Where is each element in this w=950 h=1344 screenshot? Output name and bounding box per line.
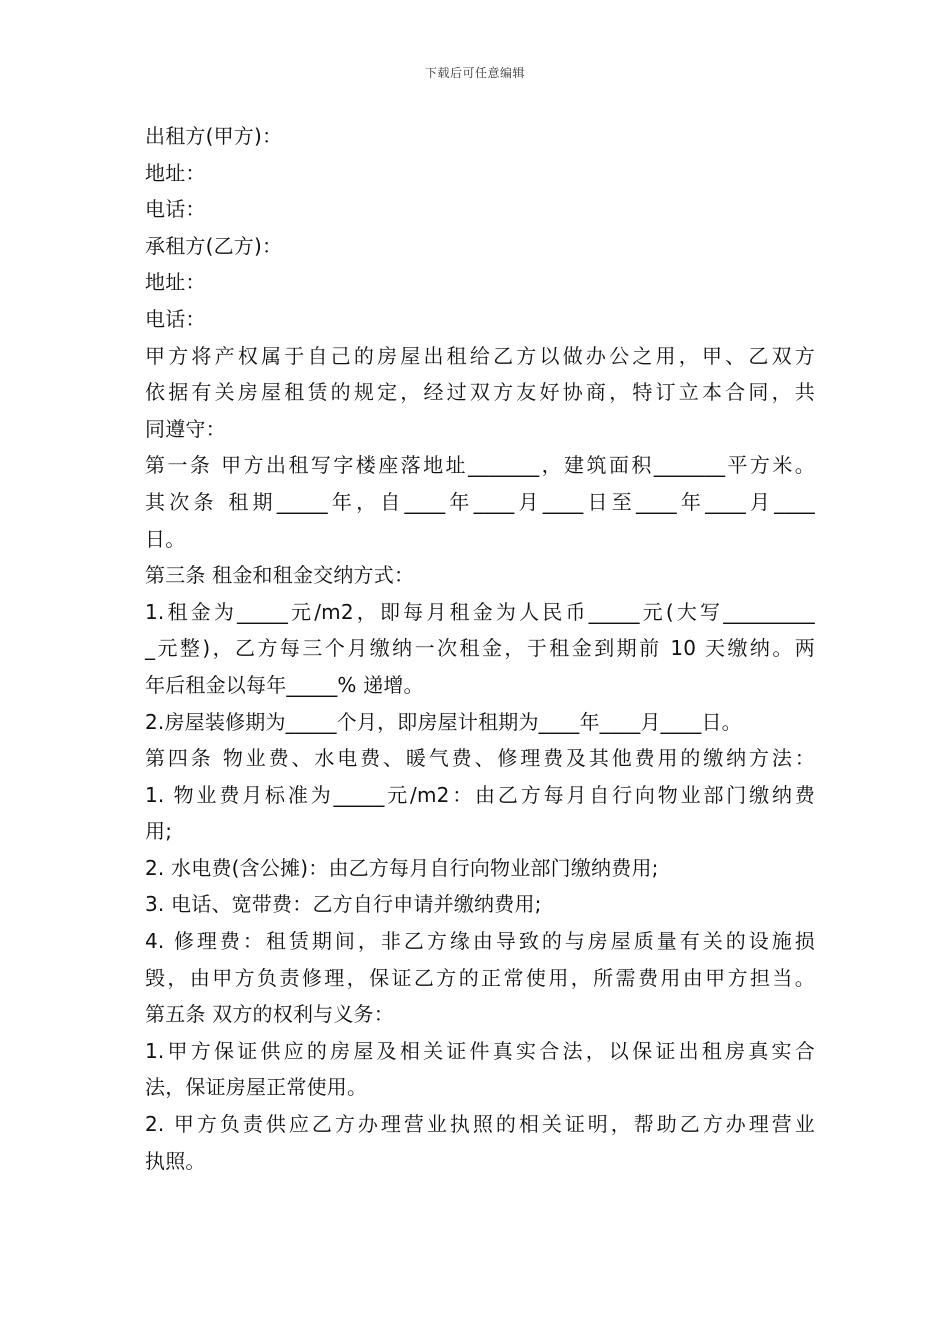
contract-line: _元整)，乙方每三个月缴纳一次租金，于租金到期前 10 天缴纳。两 xyxy=(145,636,815,661)
contract-line: 1. 物业费月标准为_____元/m2：由乙方每月自行向物业部门缴纳费 xyxy=(145,782,815,807)
contract-line: 地址： xyxy=(145,270,206,295)
contract-line: 1.甲方保证供应的房屋及相关证件真实合法，以保证出租房真实合 xyxy=(145,1038,815,1063)
contract-line: 2. 甲方负责供应乙方办理营业执照的相关证明，帮助乙方办理营业 xyxy=(145,1112,815,1137)
contract-line: 日。 xyxy=(145,526,186,551)
contract-line: 4. 修理费：租赁期间，非乙方缘由导致的与房屋质量有关的设施损 xyxy=(145,929,815,954)
contract-line: 执照。 xyxy=(145,1148,206,1173)
contract-line: 第四条 物业费、水电费、暖气费、修理费及其他费用的缴纳方法： xyxy=(145,746,815,771)
contract-line: 3. 电话、宽带费：乙方自行申请并缴纳费用; xyxy=(145,892,542,917)
contract-body xyxy=(145,118,815,1179)
contract-line: 甲方将产权属于自己的房屋出租给乙方以做办公之用，甲、乙双方 xyxy=(145,343,815,368)
contract-line: 其次条 租期_____年，自____年____月____日至____年____月____ xyxy=(145,489,815,514)
contract-line: 出租方(甲方)： xyxy=(145,124,283,148)
contract-line: 用; xyxy=(145,819,173,844)
contract-line: 同遵守： xyxy=(145,416,226,441)
page-header-note: 下载后可任意编辑 xyxy=(424,66,525,80)
contract-line: 法，保证房屋正常使用。 xyxy=(145,1075,368,1100)
contract-line: 第五条 双方的权利与义务： xyxy=(145,1002,394,1027)
contract-line: 2.房屋装修期为_____个月，即房屋计租期为____年____月____日。 xyxy=(145,709,742,734)
contract-line: 电话： xyxy=(145,306,206,331)
contract-line: 1.租金为_____元/m2，即每月租金为人民币_____元(大写_________ xyxy=(145,599,815,624)
contract-line: 毁，由甲方负责修理，保证乙方的正常使用，所需费用由甲方担当。 xyxy=(145,965,815,990)
contract-line: 承租方(乙方)： xyxy=(145,233,283,258)
contract-line: 电话： xyxy=(145,197,206,222)
contract-line: 第三条 租金和租金交纳方式： xyxy=(145,563,415,588)
contract-line: 地址： xyxy=(145,160,206,185)
contract-line: 第一条 甲方出租写字楼座落地址_______，建筑面积_______平方米。 xyxy=(145,453,815,478)
contract-line: 2. 水电费(含公摊)：由乙方每月自行向物业部门缴纳费用; xyxy=(145,855,659,880)
contract-line: 年后租金以每年_____% 递增。 xyxy=(145,672,424,697)
contract-line: 依据有关房屋租赁的规定，经过双方友好协商，特订立本合同，共 xyxy=(145,380,815,405)
